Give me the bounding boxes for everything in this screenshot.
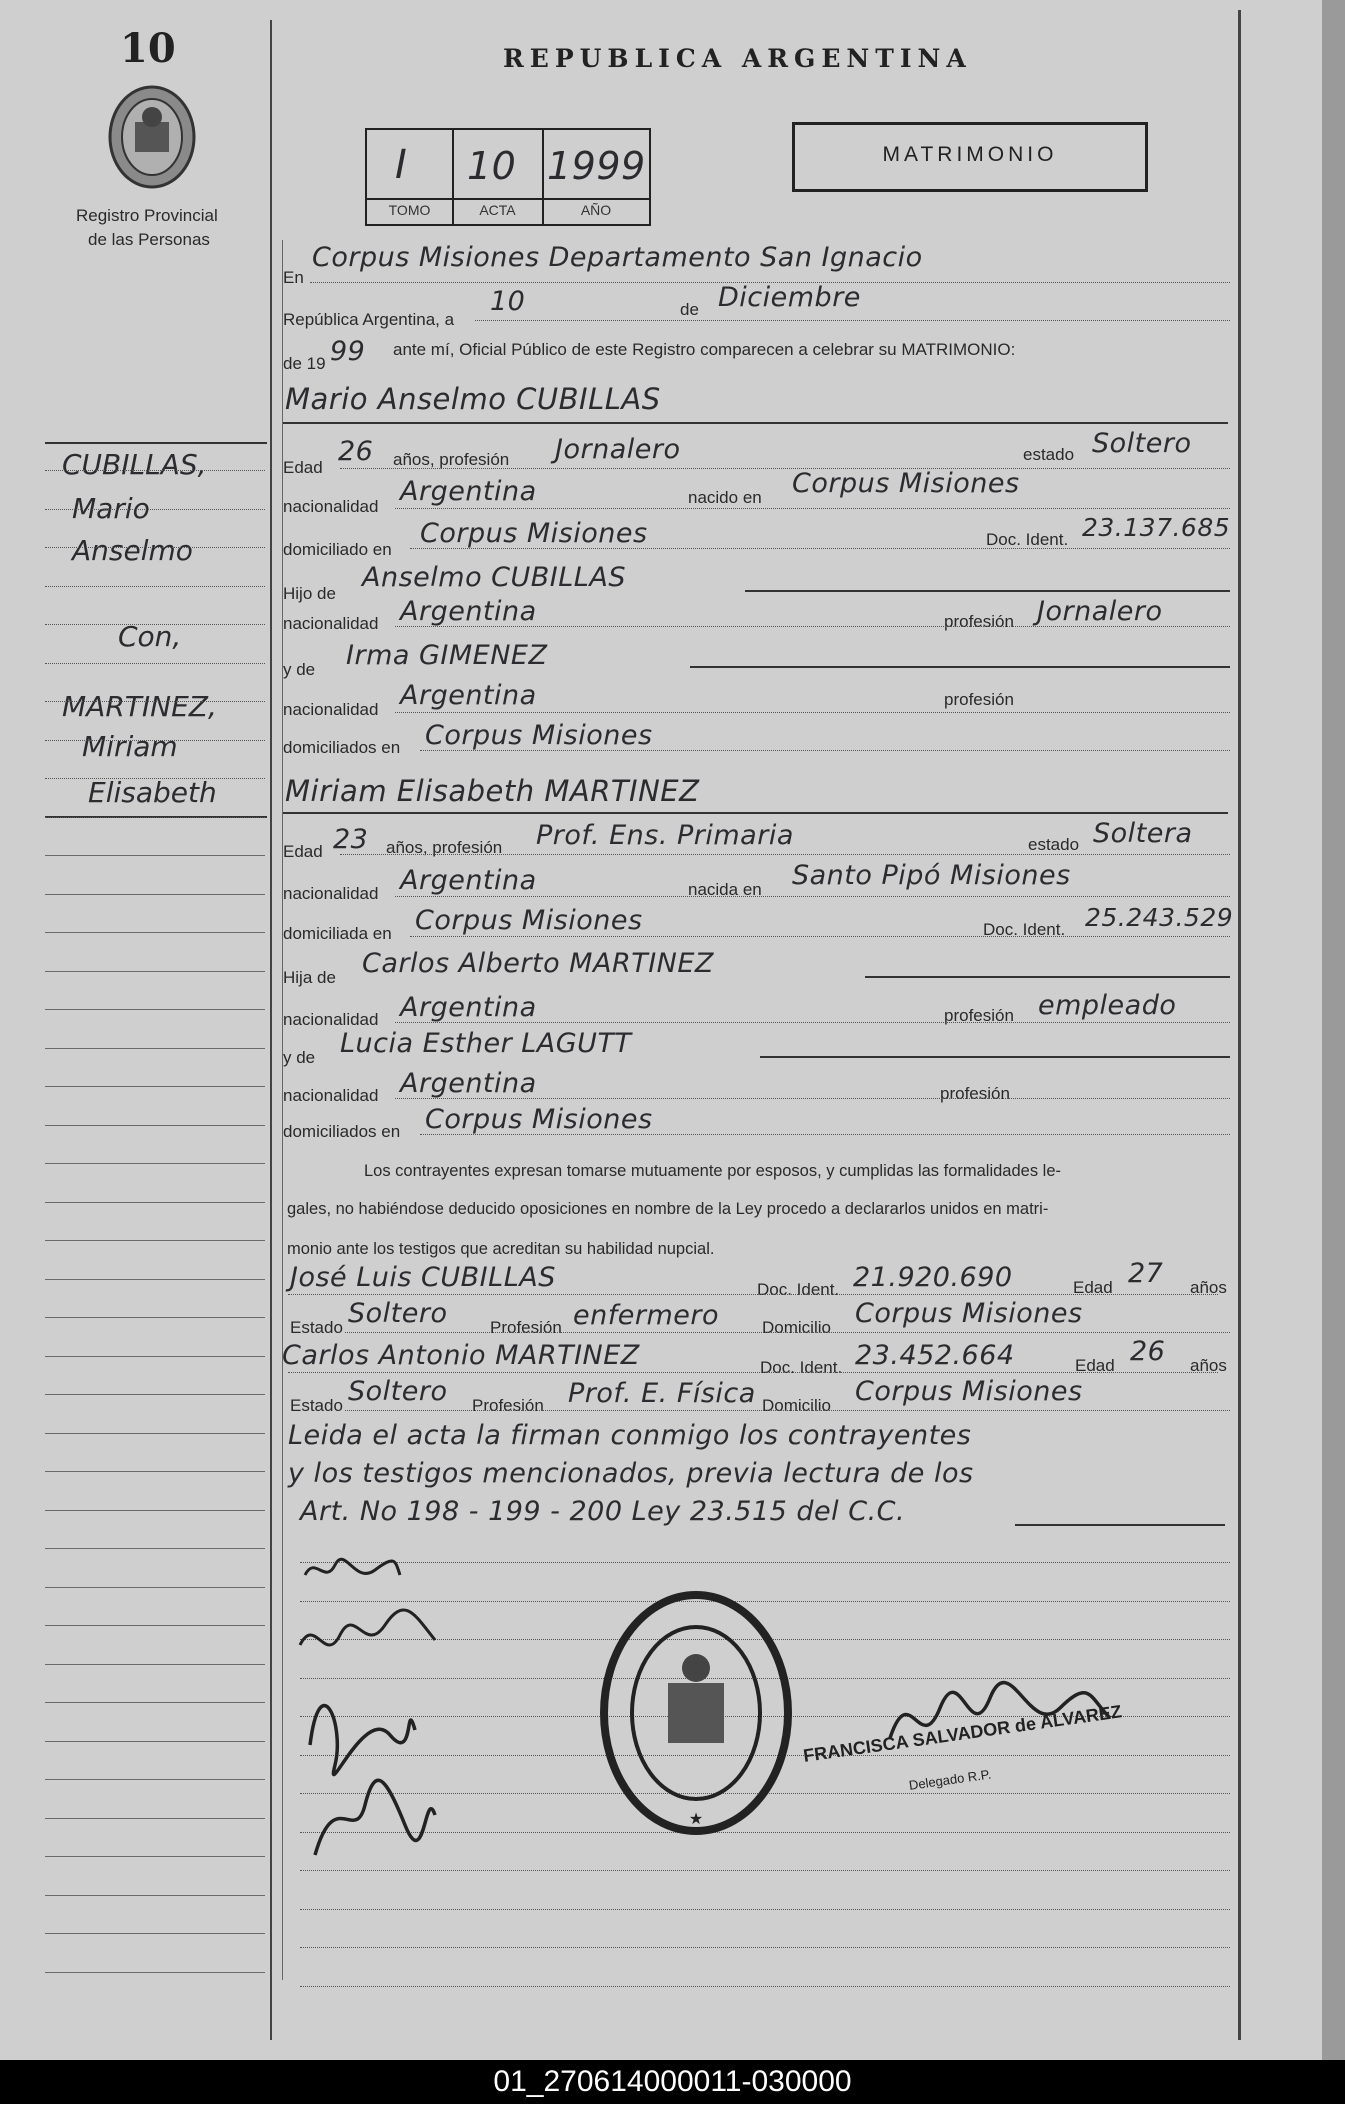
groom-edad-label: Edad <box>283 458 323 477</box>
registry-line-1: Registro Provincial <box>76 206 218 225</box>
witness1-profession: enfermero <box>573 1300 719 1331</box>
ano-value: 1999 <box>547 144 646 188</box>
witness2-domicile: Corpus Misiones <box>855 1376 1083 1407</box>
registry-line-2: de las Personas <box>88 230 210 249</box>
bride-father-nac-label: nacionalidad <box>283 1010 379 1029</box>
margin-ruled-line <box>45 894 265 895</box>
margin-ruled-line <box>45 1895 265 1896</box>
groom-mother-nationality: Argentina <box>400 680 537 711</box>
witness2-estado-rule <box>345 1410 1230 1411</box>
groom-mother: Irma GIMENEZ <box>346 640 548 671</box>
witness2-name: Carlos Antonio MARTINEZ <box>282 1340 640 1371</box>
bride-parents-dom-label: domiciliados en <box>283 1122 401 1141</box>
margin-ruled-line <box>45 663 265 664</box>
bride-parents-domicile: Corpus Misiones <box>425 1104 653 1135</box>
declaration-line-3: monio ante los testigos que acreditan su habilidad nupcial. <box>287 1240 715 1258</box>
margin-ruled-line <box>45 1741 265 1742</box>
bride-nac-label: nacionalidad <box>283 884 379 903</box>
margin-ruled-line <box>45 817 265 818</box>
witness2-age: 26 <box>1130 1336 1166 1367</box>
date-rule <box>475 320 1230 321</box>
tomo-label: TOMO <box>388 202 431 218</box>
declaration-line-2: gales, no habiéndose deducido oposiciones en nombre de la Ley procedo a declararlos unidos en matri- <box>287 1200 1049 1218</box>
bride-mother-nac-label: nacionalidad <box>283 1086 379 1105</box>
file-id: 01_270614000011-030000 <box>0 2060 1345 2104</box>
officer-name: FRANCISCA SALVADOR de ALVAREZ <box>802 1701 1123 1766</box>
witness2-anos-label: años <box>1190 1356 1227 1375</box>
margin-ruled-line <box>45 701 265 702</box>
margin-note-4: Con, <box>118 620 182 653</box>
groom-edad-rule <box>340 468 1230 469</box>
left-margin-line <box>270 20 272 2040</box>
year-suffix: 99 <box>330 336 366 367</box>
margin-ruled-line <box>45 1779 265 1780</box>
margin-ruled-line <box>45 932 265 933</box>
groom-domicile: Corpus Misiones <box>420 518 648 549</box>
declaration-line-1: Los contrayentes expresan tomarse mutuamente por esposos, y cumplidas las formalidades le- <box>364 1162 1062 1180</box>
groom-father-profession: Jornalero <box>1037 596 1163 627</box>
margin-ruled-line <box>45 740 265 741</box>
margin-ruled-line <box>45 624 265 625</box>
groom-doc-label: Doc. Ident. <box>986 530 1069 549</box>
bride-mother: Lucia Esther LAGUTT <box>340 1028 632 1059</box>
bride-birthplace: Santo Pipó Misiones <box>792 860 1071 891</box>
year-prefix: de 19 <box>283 354 326 373</box>
groom-birthplace: Corpus Misiones <box>792 468 1020 499</box>
bride-mother-nationality: Argentina <box>400 1068 537 1099</box>
de-label: de <box>680 300 699 319</box>
bride-anos-prof-label: años, profesión <box>386 838 503 857</box>
page-number: 10 <box>120 25 176 72</box>
margin-top-rule <box>45 442 267 444</box>
witness2-dom-label: Domicilio <box>762 1396 831 1415</box>
witness1-estado-label: Estado <box>290 1318 343 1337</box>
bride-hija-label: Hija de <box>283 968 336 987</box>
witness1-edad-label: Edad <box>1073 1278 1113 1297</box>
groom-anos-prof-label: años, profesión <box>393 450 510 469</box>
groom-estado: Soltero <box>1092 428 1192 459</box>
acta-label: ACTA <box>479 202 516 218</box>
page-edge <box>1322 0 1345 2060</box>
witness1-name: José Luis CUBILLAS <box>290 1262 556 1293</box>
closing-line-2: y los testigos mencionados, previa lectura de los <box>288 1458 974 1489</box>
witness1-anos-label: años <box>1190 1278 1227 1297</box>
witness2-doc-label: Doc. Ident. <box>760 1358 843 1377</box>
bride-father-prof-label: profesión <box>944 1006 1014 1025</box>
marriage-day: 10 <box>490 286 526 317</box>
bride-born-label: nacida en <box>688 880 762 899</box>
witness2-name-rule <box>288 1372 1218 1373</box>
margin-ruled-line <box>45 1625 265 1626</box>
margin-note-2: Mario <box>72 492 150 525</box>
margin-ruled-line <box>45 1086 265 1087</box>
groom-father-rule <box>745 590 1230 592</box>
witness1-dom-label: Domicilio <box>762 1318 831 1337</box>
margin-ruled-line <box>45 1818 265 1819</box>
groom-mother-prof-label: profesión <box>944 690 1014 709</box>
margin-ruled-line <box>45 1163 265 1164</box>
witness2-estado: Soltero <box>348 1376 448 1407</box>
margin-ruled-line <box>45 1856 265 1857</box>
bride-doc: 25.243.529 <box>1085 903 1234 932</box>
document-type-box <box>792 122 1148 192</box>
margin-ruled-line <box>45 470 265 471</box>
margin-ruled-line <box>45 1202 265 1203</box>
bride-edad-label: Edad <box>283 842 323 861</box>
margin-ruled-line <box>45 1048 265 1049</box>
margin-ruled-line <box>45 586 265 587</box>
bride-age: 23 <box>333 824 369 855</box>
groom-nac-label: nacionalidad <box>283 497 379 516</box>
bride-doc-label: Doc. Ident. <box>983 920 1066 939</box>
margin-note-1: CUBILLAS, <box>62 448 207 481</box>
bride-yde-label: y de <box>283 1048 316 1067</box>
bride-profession: Prof. Ens. Primaria <box>536 820 794 851</box>
svg-text:★: ★ <box>688 1809 704 1828</box>
bride-father-nac-rule <box>395 1022 1230 1023</box>
bride-name: Miriam Elisabeth MARTINEZ <box>285 774 700 808</box>
right-margin-line <box>1238 10 1241 2040</box>
bride-edad-rule <box>340 854 1230 855</box>
bride-father-profession: empleado <box>1038 990 1177 1021</box>
closing-line-3: Art. No 198 - 199 - 200 Ley 23.515 del C.C. <box>300 1496 906 1527</box>
bride-mother-prof-label: profesión <box>940 1084 1010 1103</box>
groom-father-nationality: Argentina <box>400 596 537 627</box>
margin-ruled-line <box>45 778 265 779</box>
bride-dom-rule <box>410 936 1230 937</box>
record-box <box>365 128 651 226</box>
body-ruled-line <box>300 1947 1230 1948</box>
groom-profession: Jornalero <box>555 434 681 465</box>
witness1-prof-label: Profesión <box>490 1318 562 1337</box>
groom-nationality: Argentina <box>400 476 537 507</box>
groom-parents-domicile: Corpus Misiones <box>425 720 653 751</box>
witness2-edad-label: Edad <box>1075 1356 1115 1375</box>
groom-nac-rule <box>395 508 1230 509</box>
bride-dom-label: domiciliada en <box>283 924 392 943</box>
margin-ruled-line <box>45 1702 265 1703</box>
margin-ruled-line <box>45 1471 265 1472</box>
margin-ruled-line <box>45 971 265 972</box>
republica-label: República Argentina, a <box>283 310 455 329</box>
margin-ruled-line <box>45 1394 265 1395</box>
margin-ruled-line <box>45 509 265 510</box>
ano-label: AÑO <box>580 202 612 218</box>
margin-note-3: Anselmo <box>72 534 193 567</box>
groom-parents-dom-rule <box>420 750 1230 751</box>
body-ruled-line <box>300 1986 1230 1987</box>
margin-ruled-line <box>45 1240 265 1241</box>
document-type: MATRIMONIO <box>882 143 1058 166</box>
appear-text: ante mí, Oficial Público de este Registro comparecen a celebrar su MATRIMONIO: <box>393 340 1016 359</box>
bride-father-rule <box>865 976 1230 978</box>
witness1-age: 27 <box>1128 1258 1164 1289</box>
margin-ruled-line <box>45 1972 265 1973</box>
bride-parents-dom-rule <box>420 1134 1230 1135</box>
margin-ruled-line <box>45 1279 265 1280</box>
margin-ruled-line <box>45 1933 265 1934</box>
margin-note-5: MARTINEZ, <box>62 690 217 723</box>
body-ruled-line <box>300 1909 1230 1910</box>
groom-father-nac-label: nacionalidad <box>283 614 379 633</box>
witness1-name-rule <box>288 1294 1218 1295</box>
groom-hijo-label: Hijo de <box>283 584 336 603</box>
margin-ruled-line <box>45 1125 265 1126</box>
margin-note-6: Miriam <box>82 730 178 763</box>
margin-ruled-line <box>45 1317 265 1318</box>
groom-mother-nac-label: nacionalidad <box>283 700 379 719</box>
groom-name: Mario Anselmo CUBILLAS <box>285 382 661 416</box>
officer-role: Delegado R.P. <box>908 1766 993 1793</box>
en-label: En <box>283 268 304 287</box>
marriage-month: Diciembre <box>718 282 861 313</box>
bride-estado: Soltera <box>1093 818 1193 849</box>
bride-estado-label: estado <box>1028 835 1080 854</box>
witness1-domicile: Corpus Misiones <box>855 1298 1083 1329</box>
witness2-doc: 23.452.664 <box>855 1340 1015 1371</box>
closing-end-rule <box>1015 1524 1225 1526</box>
groom-dom-label: domiciliado en <box>283 540 392 559</box>
bride-mother-nac-rule <box>395 1098 1230 1099</box>
groom-yde-label: y de <box>283 660 316 679</box>
bride-nationality: Argentina <box>400 865 537 896</box>
groom-father: Anselmo CUBILLAS <box>362 562 626 593</box>
witness1-estado-rule <box>345 1332 1230 1333</box>
margin-note-7: Elisabeth <box>88 776 217 809</box>
bride-father-nationality: Argentina <box>400 992 537 1023</box>
groom-mother-rule <box>690 666 1230 668</box>
groom-parents-dom-label: domiciliados en <box>283 738 401 757</box>
bride-name-rule <box>283 812 1228 814</box>
witness1-doc-label: Doc. Ident. <box>757 1280 840 1299</box>
margin-ruled-line <box>45 855 265 856</box>
groom-name-rule <box>283 422 1228 424</box>
bride-domicile: Corpus Misiones <box>415 905 643 936</box>
groom-born-label: nacido en <box>688 488 762 507</box>
country-title: REPUBLICA ARGENTINA <box>503 44 972 73</box>
witness1-doc: 21.920.690 <box>853 1262 1013 1293</box>
official-stamp-icon <box>596 1588 796 1838</box>
margin-ruled-line <box>45 1510 265 1511</box>
groom-father-prof-label: profesión <box>944 612 1014 631</box>
signatures-icon <box>295 1555 475 1885</box>
witness2-estado-label: Estado <box>290 1396 343 1415</box>
witness2-prof-label: Profesión <box>472 1396 544 1415</box>
groom-mother-nac-rule <box>395 712 1230 713</box>
acta-value: 10 <box>467 144 517 188</box>
closing-line-1: Leida el acta la firman conmigo los contrayentes <box>288 1420 972 1451</box>
groom-father-nac-rule <box>395 626 1230 627</box>
margin-ruled-line <box>45 1664 265 1665</box>
groom-age: 26 <box>338 436 374 467</box>
marriage-place: Corpus Misiones Departamento San Ignacio <box>312 242 923 273</box>
margin-ruled-line <box>45 1548 265 1549</box>
bride-father: Carlos Alberto MARTINEZ <box>362 948 714 979</box>
margin-ruled-line <box>45 547 265 548</box>
witness2-profession: Prof. E. Física <box>568 1378 756 1409</box>
groom-doc: 23.137.685 <box>1082 513 1231 542</box>
witness1-estado: Soltero <box>348 1298 448 1329</box>
bride-nac-rule <box>395 896 1230 897</box>
margin-ruled-line <box>45 1009 265 1010</box>
margin-ruled-line <box>45 1587 265 1588</box>
bride-mother-rule <box>760 1056 1230 1058</box>
provincial-seal-icon <box>105 82 200 192</box>
groom-estado-label: estado <box>1023 445 1075 464</box>
groom-dom-rule <box>410 548 1230 549</box>
tomo-value: I <box>395 142 408 188</box>
margin-ruled-line <box>45 1433 265 1434</box>
margin-ruled-line <box>45 1356 265 1357</box>
